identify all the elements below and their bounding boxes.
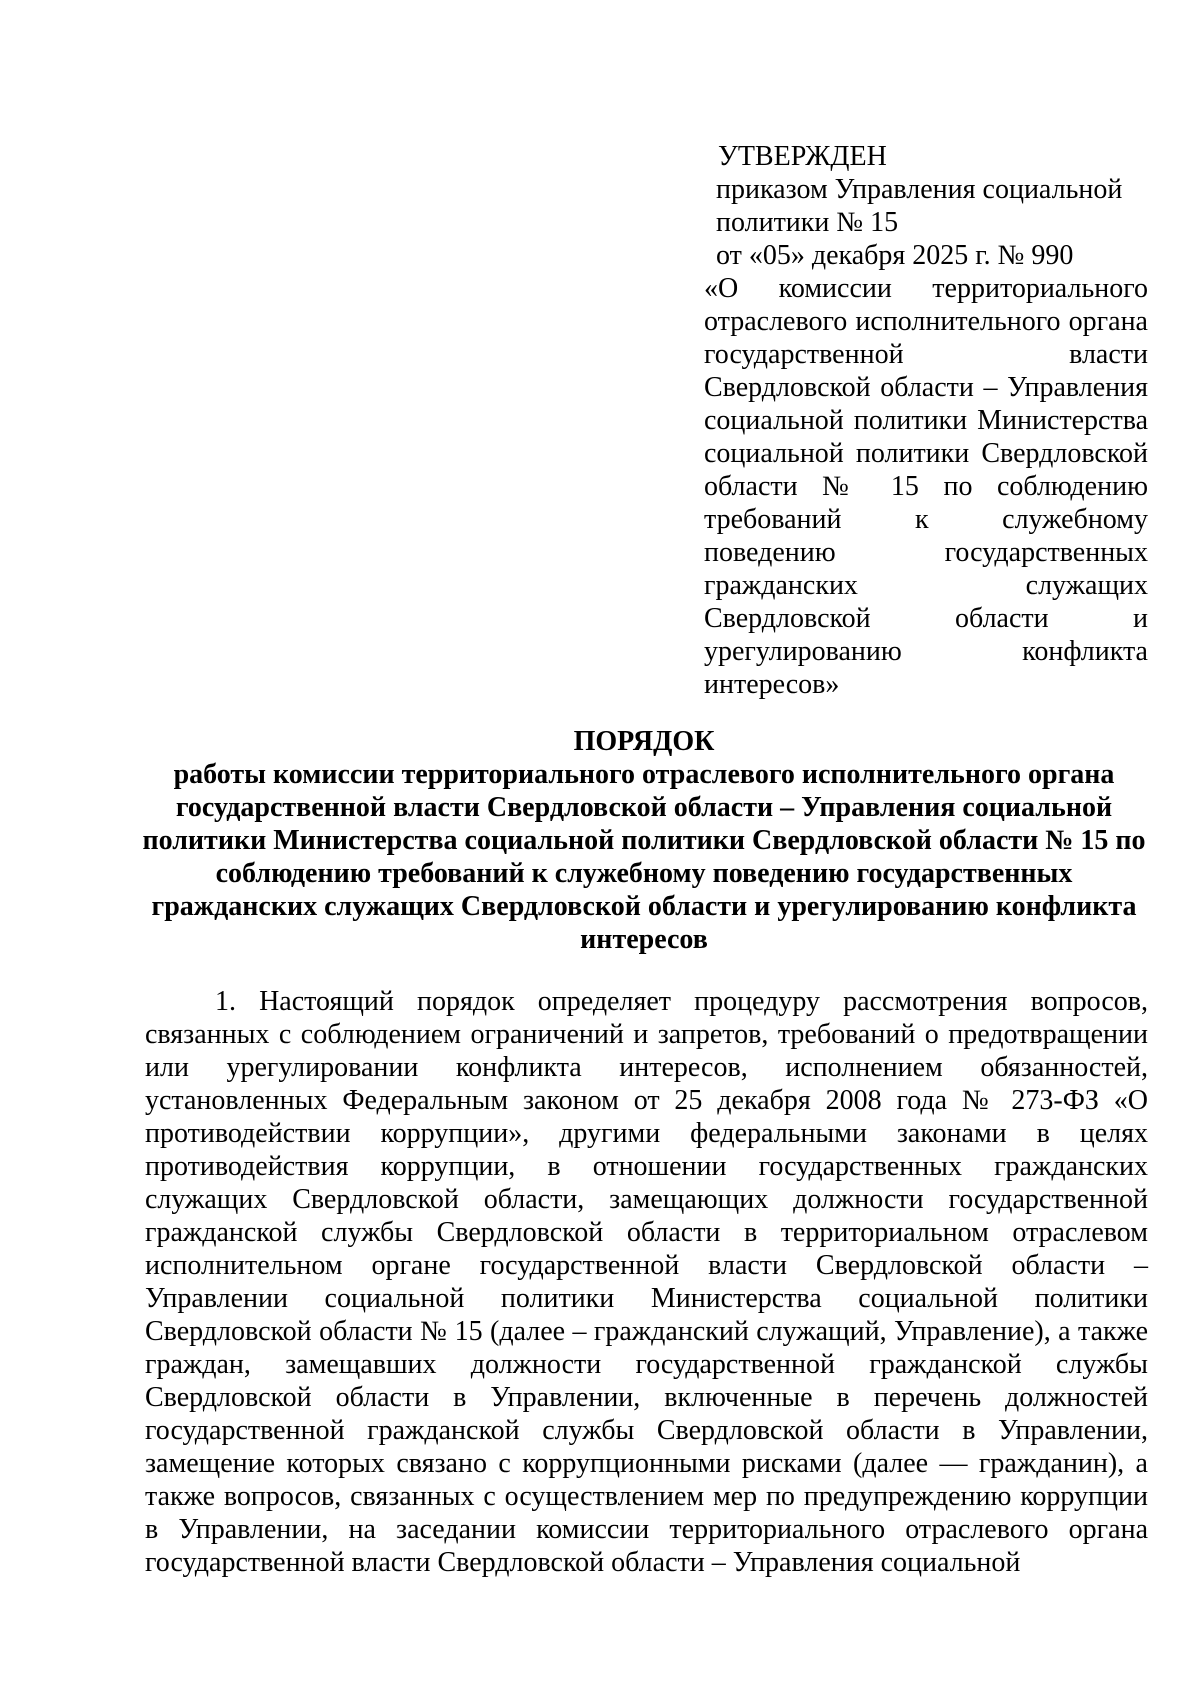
approval-stamp-block [704, 140, 1148, 701]
approval-order-line: приказом Управления социальной [716, 174, 1123, 205]
approved-label: УТВЕРЖДЕН [718, 141, 887, 172]
document-title: ПОРЯДОК [573, 726, 715, 757]
document-subtitle: работы комиссии территориального отраслевого исполнительного органа государственной власти Свердловской области – Управления социальной политики Министерства социальной политики Свердловской области № 15 по соблюдению требований к служебному поведению государственных гражданских служащих Свердловской области и урегулированию конфликта интересов [142, 759, 1146, 955]
body-paragraph-1: 1. Настоящий порядок определяет процедуру рассмотрения вопросов, связанных с соблюдением ограничений и запретов, требований о предотвращении или урегулировании конфликта интересов, исполнением обязанностей, установленных Федеральным законом от 25 декабря 2008 года № 273-ФЗ «О противодействии коррупции», другими федеральными законами в целях противодействия коррупции, в отношении государственных гражданских служащих Свердловской области, замещающих должности государственной гражданской службы Свердловской области в территориальном отраслевом исполнительном органе государственной власти Свердловской области – Управлении социальной политики Министерства социальной политики Свердловской области № 15 (далее – гражданский служащий, Управление), а также граждан, замещавших должности государственной гражданской службы Свердловской области в Управлении, включенные в перечень должностей государственной гражданской службы Свердловской области в Управлении, замещение которых связано с коррупционными рисками (далее — гражданин), а также вопросов, связанных с осуществлением мер по предупреждению коррупции в Управлении, на заседании комиссии территориального отраслевого органа государственной власти Свердловской области – Управления социальной [145, 986, 1148, 1578]
approval-date-line: от «05» декабря 2025 г. № 990 [716, 240, 1074, 271]
document-title-block [140, 725, 1148, 956]
approval-order-description: «О комиссии территориального отраслевого исполнительного органа государственной власти Свердловской области – Управления социальной политики Министерства социальной политики Свердловской области № 15 по соблюдению требований к служебному поведению государственных гражданских служащих Свердловской области и урегулированию конфликта интересов» [704, 273, 1148, 700]
approval-policy-line: политики № 15 [716, 207, 899, 238]
